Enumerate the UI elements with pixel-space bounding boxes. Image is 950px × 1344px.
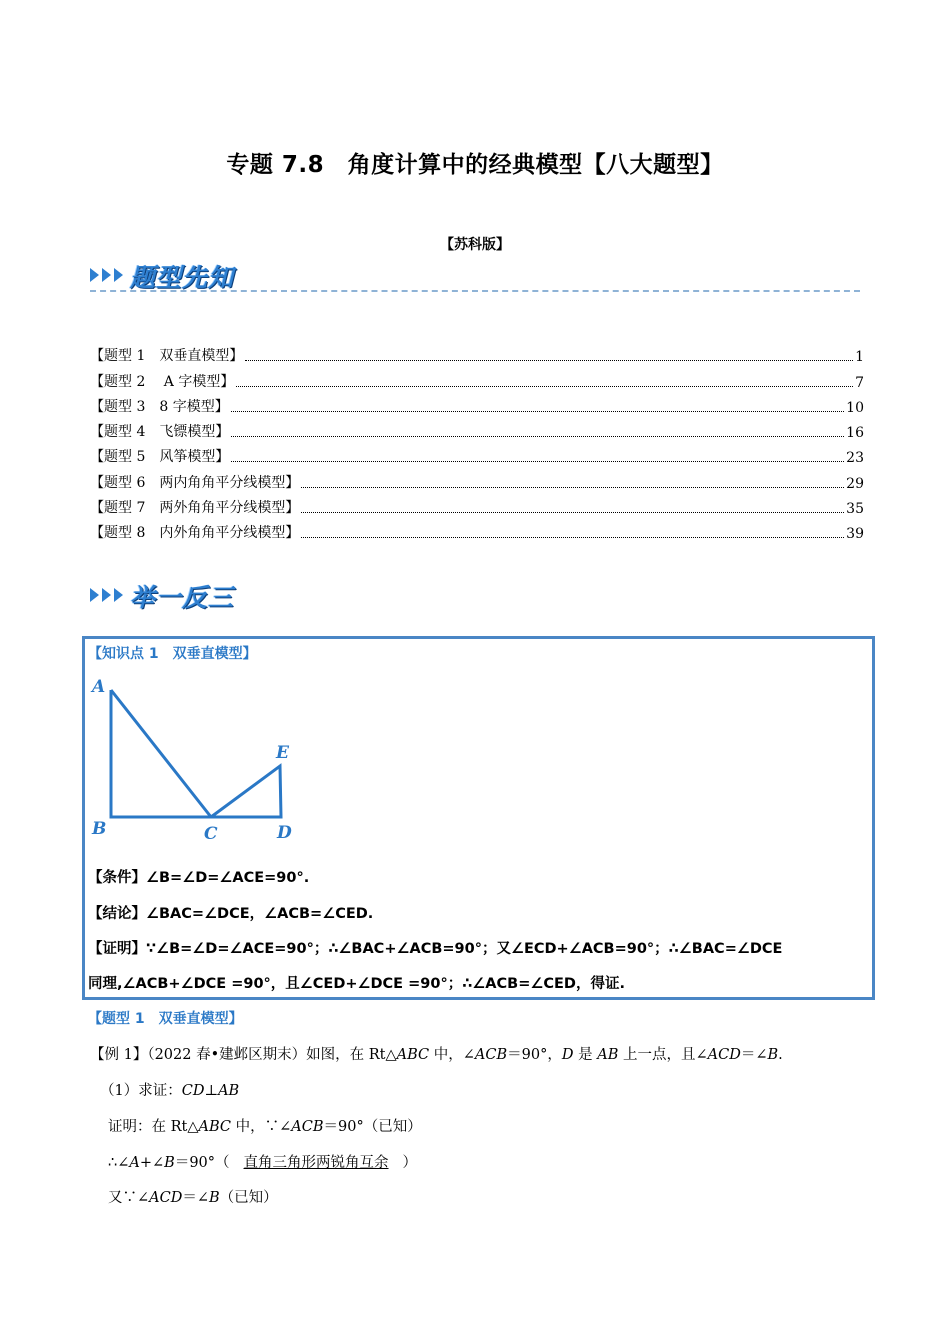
answer-blank[interactable]: 直角三角形两锐角互余 bbox=[243, 1155, 389, 1171]
proof-line-2: ∴∠A+∠B＝90°（ 直角三角形两锐角互余 ） bbox=[108, 1155, 418, 1171]
toc-entry[interactable]: 【题型 5 风筝模型】 23 bbox=[90, 449, 864, 467]
page-title: 专题 7.8 角度计算中的经典模型【八大题型】 bbox=[226, 152, 724, 178]
toc-entry[interactable]: 【题型 3 8 字模型】 10 bbox=[90, 398, 864, 416]
toc-entry[interactable]: 【题型 7 两外角角平分线模型】 35 bbox=[90, 500, 864, 518]
triple-arrow-icon bbox=[90, 586, 130, 604]
knowledge-heading: 【知识点 1 双垂直模型】 bbox=[88, 646, 257, 662]
toc-entry[interactable]: 【题型 8 内外角角平分线模型】 39 bbox=[90, 525, 864, 543]
practice-banner bbox=[90, 578, 870, 612]
conclusion-text: 【结论】∠BAC=∠DCE，∠ACB=∠CED. bbox=[88, 906, 374, 922]
table-of-contents bbox=[90, 340, 864, 542]
condition-text: 【条件】∠B=∠D=∠ACE=90°. bbox=[88, 870, 310, 886]
label-c: C bbox=[204, 824, 218, 844]
part-1-prompt: （1）求证：CD⊥AB bbox=[100, 1083, 240, 1099]
preview-banner bbox=[90, 258, 870, 292]
preview-banner-text: 题型先知 bbox=[130, 263, 235, 292]
label-b: B bbox=[92, 819, 107, 839]
toc-entry[interactable]: 【题型 4 飞镖模型】 16 bbox=[90, 424, 864, 442]
edition-label: 【苏科版】 bbox=[440, 237, 510, 253]
proof-line-1: 证明：在 Rt△ABC 中，∵∠ACB＝90°（已知） bbox=[108, 1119, 422, 1135]
banner-divider bbox=[90, 290, 860, 292]
proof-line-3: 又∵∠ACD＝∠B（已知） bbox=[108, 1190, 278, 1206]
toc-entry[interactable]: 【题型 2 A 字模型】 7 bbox=[90, 373, 864, 391]
toc-entry[interactable]: 【题型 6 两内角角平分线模型】 29 bbox=[90, 474, 864, 492]
example-1-statement: 【例 1】（2022 春•建邺区期末）如图，在 Rt△ABC 中，∠ACB＝90°，D 是 AB 上一点，且∠ACD＝∠B. bbox=[90, 1047, 783, 1063]
proof-continued-text: 同理,∠ACB+∠DCE =90°，且∠CED+∠DCE =90°；∴∠ACB=∠CED，得证. bbox=[88, 976, 625, 992]
question-type-heading: 【题型 1 双垂直模型】 bbox=[88, 1011, 243, 1027]
double-perpendicular-figure bbox=[86, 672, 306, 847]
label-a: A bbox=[92, 677, 106, 697]
label-e: E bbox=[276, 743, 289, 763]
proof-text: 【证明】∵∠B=∠D=∠ACE=90°；∴∠BAC+∠ACB=90°；又∠ECD+∠ACB=90°；∴∠BAC=∠DCE bbox=[88, 941, 783, 957]
triple-arrow-icon bbox=[90, 266, 130, 284]
label-d: D bbox=[277, 823, 292, 843]
toc-entry[interactable]: 【题型 1 双垂直模型】 1 bbox=[90, 348, 864, 366]
practice-banner-text: 举一反三 bbox=[130, 583, 235, 612]
